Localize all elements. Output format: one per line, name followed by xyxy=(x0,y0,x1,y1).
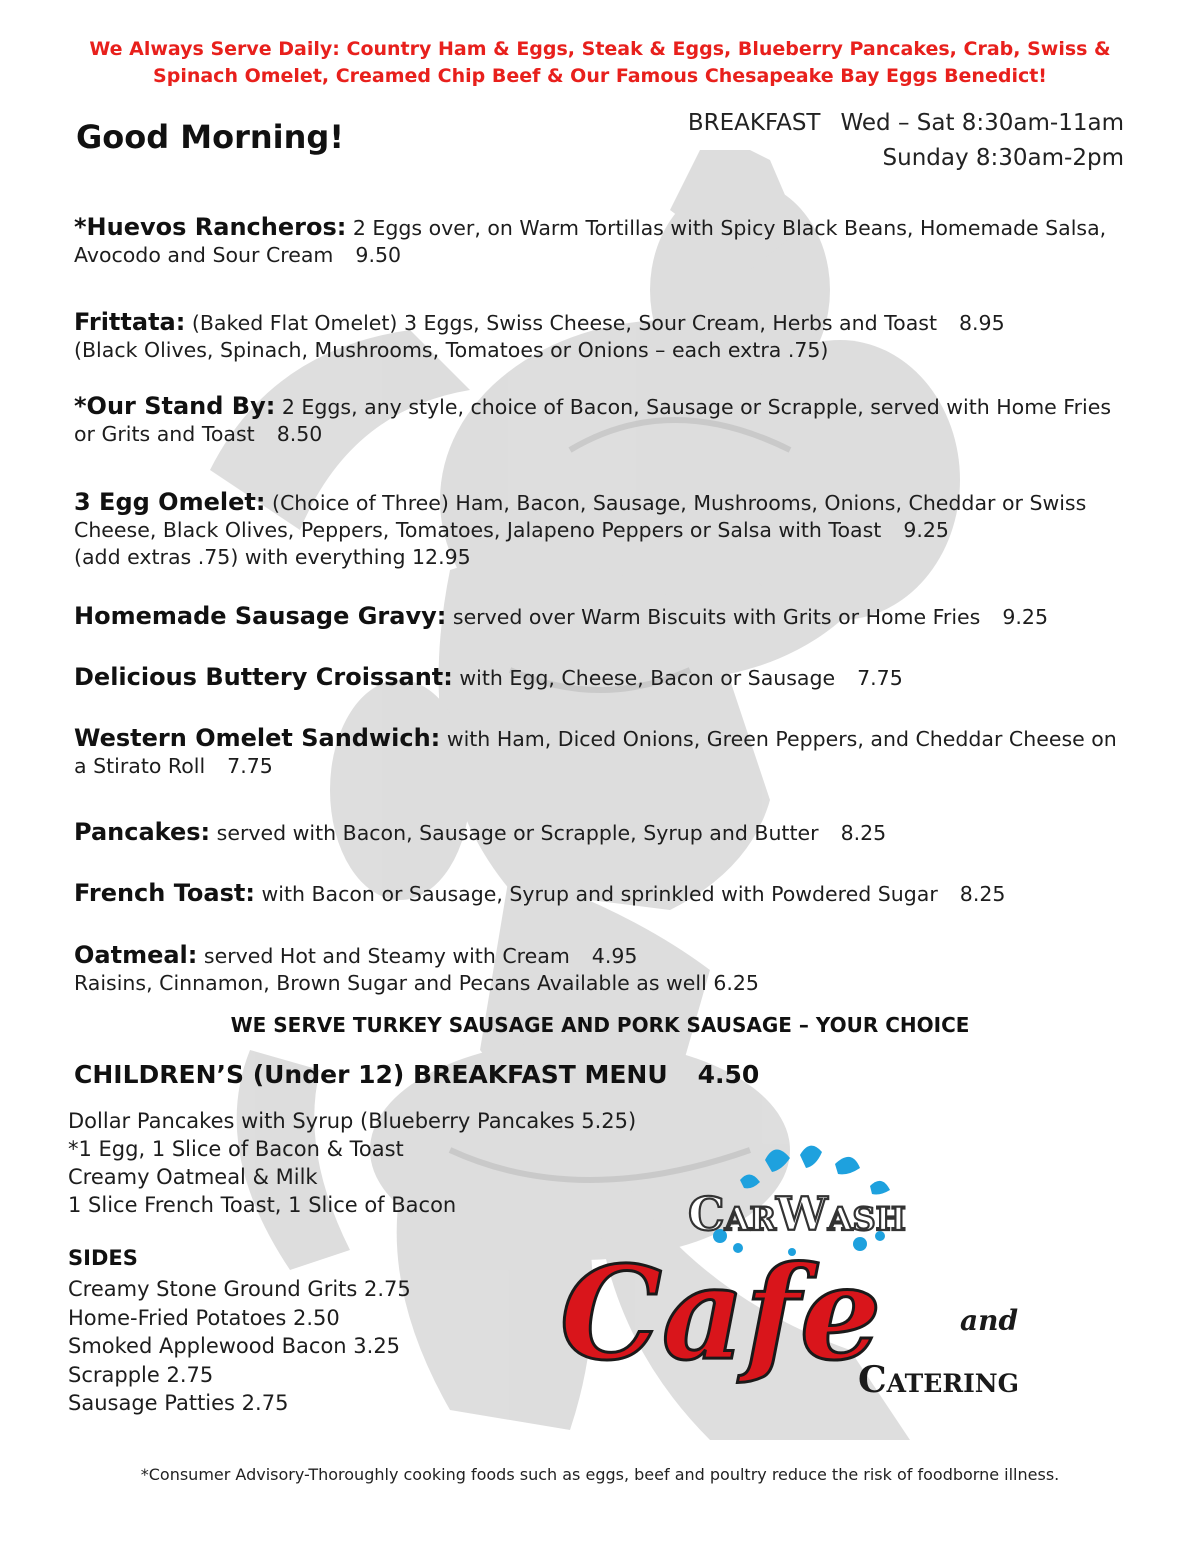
logo-and-text: and xyxy=(960,1304,1019,1337)
list-item: 1 Slice French Toast, 1 Slice of Bacon xyxy=(68,1193,457,1217)
item-price: 8.50 xyxy=(276,422,323,446)
item-name: *Our Stand By: xyxy=(74,392,276,420)
kids-menu-heading xyxy=(74,1060,759,1089)
item-price: 4.95 xyxy=(591,944,638,968)
item-desc: 2 Eggs over, on Warm Tortillas with Spicy Black Beans, Homemade Salsa, Avocodo and Sour Cream xyxy=(74,216,1107,267)
item-name: Oatmeal: xyxy=(74,941,198,969)
item-desc: with Egg, Cheese, Bacon or Sausage xyxy=(459,666,836,690)
item-price: 8.25 xyxy=(959,882,1006,906)
logo-carwash-text: CarWash xyxy=(688,1187,906,1241)
menu-item-sausage-gravy xyxy=(74,603,1134,631)
menu-item-huevos-rancheros xyxy=(74,214,1134,269)
greeting-heading: Good Morning! xyxy=(76,118,344,156)
item-desc: (Choice of Three) Ham, Bacon, Sausage, Mushrooms, Onions, Cheddar or Swiss Cheese, Black Olives, Peppers, Tomatoes, Jalapeno Peppers or Salsa with Toast xyxy=(74,491,1087,542)
item-price: 8.25 xyxy=(840,821,887,845)
item-desc: served over Warm Biscuits with Grits or Home Fries xyxy=(452,605,981,629)
item-price: 8.95 xyxy=(958,311,1005,335)
item-desc: 2 Eggs, any style, choice of Bacon, Sausage or Scrapple, served with Home Fries or Grits and Toast xyxy=(74,395,1112,446)
logo-catering-text: Catering xyxy=(858,1359,1020,1401)
item-note: Raisins, Cinnamon, Brown Sugar and Pecans Available as well 6.25 xyxy=(74,971,759,995)
logo-cafe-text: Cafe xyxy=(560,1239,882,1389)
consumer-advisory-footnote: *Consumer Advisory-Thoroughly cooking foods such as eggs, beef and poultry reduce the risk of foodborne illness. xyxy=(140,1465,1060,1484)
menu-item-french-toast xyxy=(74,880,1134,908)
menu-item-western-omelet-sandwich xyxy=(74,725,1134,780)
item-price: 7.75 xyxy=(227,754,273,778)
list-item: Smoked Applewood Bacon 3.25 xyxy=(68,1334,401,1358)
item-name: Frittata: xyxy=(74,308,186,336)
item-desc: with Bacon or Sausage, Syrup and sprinkled with Powdered Sugar xyxy=(261,882,938,906)
item-desc: served Hot and Steamy with Cream xyxy=(203,944,570,968)
item-name: Pancakes: xyxy=(74,818,211,846)
item-price: 9.25 xyxy=(1002,605,1048,629)
item-desc: served with Bacon, Sausage or Scrapple, Syrup and Butter xyxy=(216,821,819,845)
kids-menu-price: 4.50 xyxy=(697,1060,760,1089)
list-item: Dollar Pancakes with Syrup (Blueberry Pancakes 5.25) xyxy=(68,1109,637,1133)
item-price: 7.75 xyxy=(857,666,903,690)
item-price: 9.25 xyxy=(903,518,949,542)
item-price: 9.50 xyxy=(355,243,402,267)
hours-label: BREAKFAST xyxy=(687,110,821,136)
kids-menu-title: CHILDREN’S (Under 12) BREAKFAST MENU xyxy=(74,1060,668,1089)
item-name: Western Omelet Sandwich: xyxy=(74,724,441,752)
menu-item-frittata xyxy=(74,309,1134,364)
kids-menu-list xyxy=(68,1107,636,1219)
hours-weekday: Wed – Sat 8:30am-11am xyxy=(840,110,1124,136)
list-item: Scrapple 2.75 xyxy=(68,1362,214,1387)
list-item: Creamy Oatmeal & Milk xyxy=(68,1165,318,1189)
menu-item-croissant xyxy=(74,664,1134,692)
breakfast-hours xyxy=(688,106,1124,176)
sausage-choice-banner: WE SERVE TURKEY SAUSAGE AND PORK SAUSAGE – YOUR CHOICE xyxy=(230,1013,970,1037)
item-name: Delicious Buttery Croissant: xyxy=(74,663,453,691)
menu-item-oatmeal xyxy=(74,942,1134,997)
carwash-cafe-logo xyxy=(560,1140,1070,1410)
hours-sunday: Sunday 8:30am-2pm xyxy=(882,145,1124,171)
list-item: *1 Egg, 1 Slice of Bacon & Toast xyxy=(68,1137,404,1161)
menu-item-3-egg-omelet xyxy=(74,489,1134,571)
list-item: Creamy Stone Ground Grits 2.75 xyxy=(68,1277,411,1301)
daily-specials-notice: We Always Serve Daily: Country Ham & Eggs, Steak & Eggs, Blueberry Pancakes, Crab, Swiss & Spinach Omelet, Creamed Chip Beef & Our Famous Chesapeake Bay Eggs Benedict! xyxy=(89,38,1111,87)
item-desc: with Ham, Diced Onions, Green Peppers, and Cheddar Cheese on a Stirato Roll xyxy=(74,727,1117,778)
menu-item-pancakes xyxy=(74,819,1134,847)
item-note: (Black Olives, Spinach, Mushrooms, Tomatoes or Onions – each extra .75) xyxy=(74,338,829,362)
item-desc: (Baked Flat Omelet) 3 Eggs, Swiss Cheese, Sour Cream, Herbs and Toast xyxy=(191,311,937,335)
menu-item-stand-by xyxy=(74,393,1134,448)
item-name: French Toast: xyxy=(74,879,255,907)
item-name: Homemade Sausage Gravy: xyxy=(74,602,447,630)
item-name: 3 Egg Omelet: xyxy=(74,488,266,516)
item-note: (add extras .75) with everything 12.95 xyxy=(74,545,471,569)
sides-heading: SIDES xyxy=(68,1246,138,1270)
sides-list xyxy=(68,1275,411,1418)
list-item: Sausage Patties 2.75 xyxy=(68,1391,289,1415)
item-name: *Huevos Rancheros: xyxy=(74,213,347,241)
list-item: Home-Fried Potatoes 2.50 xyxy=(68,1305,340,1330)
